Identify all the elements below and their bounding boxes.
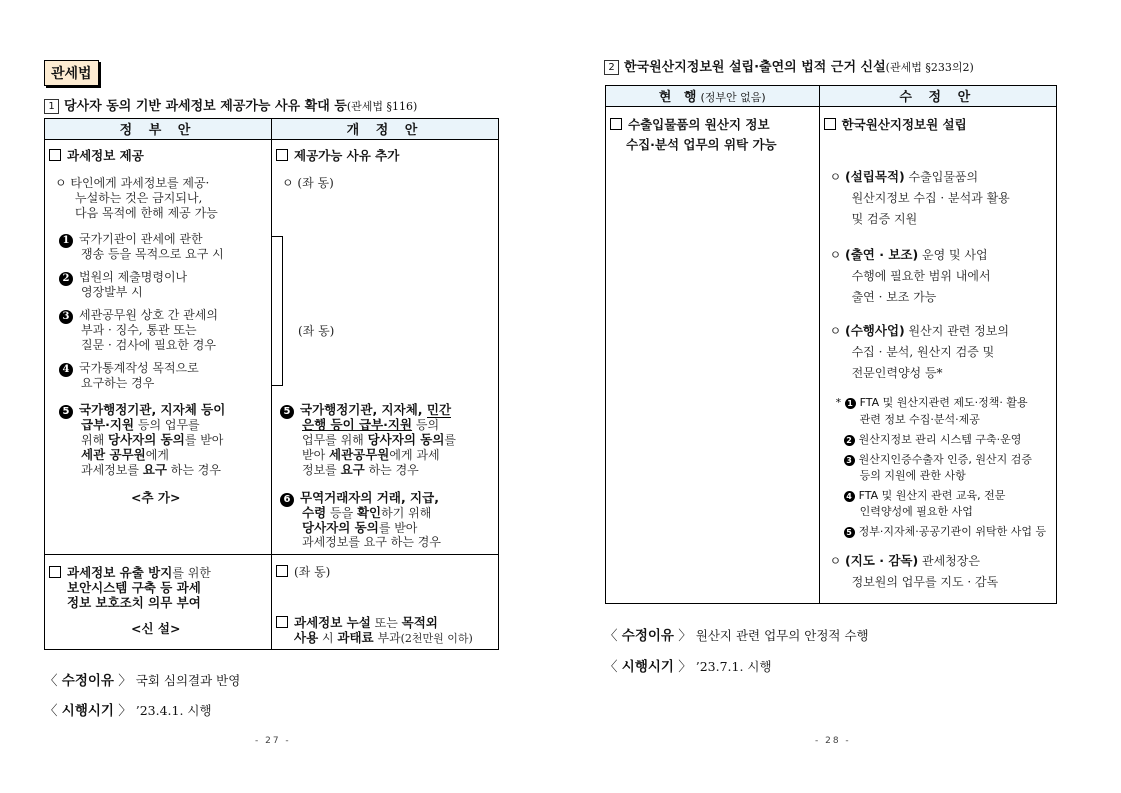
- gov-add-note: <추 가>: [131, 490, 181, 505]
- checkbox-icon: [610, 118, 622, 130]
- gov-security-line-2: 보안시스템 구축 등 과세: [67, 580, 201, 595]
- point-projects-line-2: 수집 · 분석, 원산지 검증 및: [851, 345, 995, 359]
- checkbox-icon: [49, 149, 61, 161]
- note-3-line-2: 등의 지원에 관한 사항: [859, 469, 966, 482]
- circled-number-icon: 3: [844, 455, 855, 466]
- gov-item-3-cont-2: 질문 · 검사에 필요한 경우: [81, 338, 216, 352]
- note-5: 5 정부·지자체·공공기관이 위탁한 사업 등: [844, 524, 1047, 539]
- rev-item-5-line-4: 받아 세관공무원에게 과세: [302, 447, 440, 462]
- gov-column: [45, 140, 272, 555]
- note-4: 4 FTA 및 원산지 관련 교육, 전문: [844, 488, 1006, 503]
- effective-text: ’23.4.1. 시행: [135, 703, 212, 718]
- circled-number-icon: 1: [59, 234, 73, 248]
- right-effective: [604, 655, 772, 675]
- gov-intro-3: 다음 목적에 한해 제공 가능: [75, 206, 218, 220]
- page-number: - 28 -: [815, 736, 851, 746]
- rev-item-6-line-2: 수령 등을 확인하기 위해: [302, 505, 432, 520]
- checkbox-icon: [276, 149, 288, 161]
- point-supervision-line-2: 정보원의 업무를 지도 · 감독: [851, 575, 999, 589]
- rev-column: [819, 107, 1056, 604]
- rev-title: 한국원산지정보원 설립: [824, 117, 967, 132]
- point-supervision: ㅇ (지도 · 감독) 관세청장은: [829, 553, 980, 568]
- right-heading: [604, 56, 974, 75]
- gov-item-5-line-2: 급부·지원 등의 업무를: [81, 417, 200, 432]
- heading-number: 2: [604, 60, 619, 75]
- gov-intro-1: ㅇ 타인에게 과세정보를 제공·: [55, 176, 210, 190]
- checkbox-icon: [276, 616, 288, 628]
- circled-number-icon: 5: [280, 405, 294, 419]
- circled-number-icon: 5: [844, 527, 855, 538]
- heading-number: 1: [44, 99, 59, 114]
- gov-item-2: 2 법원의 제출명령이나: [59, 270, 187, 286]
- rev-penalty-line-2: 사용 시 과태료 부과(2천만원 이하): [294, 630, 473, 645]
- circled-number-icon: 4: [59, 363, 73, 377]
- circled-number-icon: 4: [844, 491, 855, 502]
- note-3: 3 원산지인증수출자 인증, 원산지 검증: [844, 452, 1032, 467]
- point-funding-line-2: 수행에 필요한 범위 내에서: [851, 269, 991, 283]
- effective-label: 〈 시행시기 〉: [44, 703, 132, 719]
- point-projects-line-3: 전문인력양성 등*: [851, 366, 943, 380]
- circled-number-icon: 2: [844, 435, 855, 446]
- bracket-line: [272, 236, 283, 386]
- current-line-1: 수출입물품의 원산지 정보: [610, 117, 770, 132]
- point-purpose-line-3: 및 검증 지원: [851, 212, 918, 226]
- current-column: [606, 107, 820, 604]
- rev-title: 제공가능 사유 추가: [276, 148, 399, 163]
- gov-item-1: 1 국가기관이 관세에 관한: [59, 232, 203, 248]
- gov-item-5-line-5: 과세정보를 요구 하는 경우: [81, 462, 221, 477]
- gov-item-3: 3 세관공무원 상호 간 관세의: [59, 308, 218, 324]
- gov-security-line-1: 과세정보 유출 방지를 위한: [49, 565, 211, 581]
- rev-item-6: 6 무역거래자의 거래, 지급,: [280, 490, 439, 507]
- note-1-line-2: 관련 정보 수집·분석·제공: [859, 413, 980, 426]
- gov-item-5-line-3: 위해 당사자의 동의를 받아: [81, 432, 224, 447]
- reason-text: 국회 심의결과 반영: [135, 673, 241, 688]
- gov-item-5: 5 국가행정기관, 지자체 등이: [59, 402, 225, 419]
- circled-number-icon: 2: [59, 272, 73, 286]
- effective-label: 〈 시행시기 〉: [604, 659, 692, 675]
- rev-same-mid: (좌 동): [298, 324, 335, 338]
- reason-text: 원산지 관련 업무의 안정적 수행: [695, 628, 869, 643]
- point-projects: ㅇ (수행사업) 원산지 관련 정보의: [829, 323, 1009, 338]
- left-heading: [44, 95, 417, 114]
- gov-security-cell: [45, 555, 272, 650]
- gov-item-2-cont: 영장발부 시: [81, 285, 143, 299]
- rev-column: [272, 140, 499, 555]
- reason-label: 〈 수정이유 〉: [604, 628, 692, 644]
- col-header-rev: 개 정 안: [272, 119, 499, 140]
- circled-number-icon: 3: [59, 310, 73, 324]
- circled-number-icon: 1: [845, 398, 856, 409]
- rev-security-cell: [272, 555, 499, 650]
- rev-item-5-line-5: 정보를 요구 하는 경우: [302, 462, 419, 477]
- rev-item-6-line-3: 당사자의 동의를 받아: [302, 520, 418, 535]
- rev-item-5-line-3: 업무를 위해 당사자의 동의를: [302, 432, 456, 447]
- circled-number-icon: 5: [59, 405, 73, 419]
- note-2: 2 원산지정보 관리 시스템 구축·운영: [844, 432, 1022, 447]
- gov-security-line-3: 정보 보호조치 의무 부여: [67, 595, 201, 610]
- left-reason: [44, 669, 240, 689]
- point-funding: ㅇ (출연 · 보조) 운영 및 사업: [829, 247, 988, 262]
- heading-title: 당사자 동의 기반 과세정보 제공가능 사유 확대 등: [64, 99, 347, 114]
- page-number: - 27 -: [255, 736, 291, 746]
- gov-item-1-cont: 쟁송 등을 목적으로 요구 시: [81, 247, 224, 261]
- point-purpose: ㅇ (설립목적) 수출입물품의: [829, 169, 979, 184]
- note-1: * 1 FTA 및 원산지관련 제도·정책· 활용: [835, 396, 1028, 409]
- heading-ref: (관세법 §233의2): [885, 61, 974, 74]
- gov-intro-2: 누설하는 것은 금지되나,: [75, 191, 203, 205]
- effective-text: ’23.7.1. 시행: [695, 659, 772, 674]
- rev-item-5-line-2: 은행 등이 급부·지원 등의: [302, 417, 440, 432]
- rev-item-6-line-4: 과세정보를 요구 하는 경우: [302, 535, 441, 549]
- reason-label: 〈 수정이유 〉: [44, 673, 132, 689]
- gov-item-3-cont-1: 부과 · 징수, 통관 또는: [81, 323, 197, 337]
- checkbox-icon: [276, 565, 288, 577]
- heading-ref: (관세법 §116): [346, 100, 418, 113]
- gov-item-5-line-4: 세관 공무원에게: [81, 447, 169, 462]
- gov-item-4: 4 국가통계작성 목적으로: [59, 361, 199, 377]
- heading-title: 한국원산지정보원 설립·출연의 법적 근거 신설: [624, 60, 886, 75]
- point-funding-line-3: 출연 · 보조 가능: [851, 290, 937, 304]
- checkbox-icon: [824, 118, 836, 130]
- checkbox-icon: [49, 566, 61, 578]
- right-reason: [604, 624, 869, 644]
- col-header-current: 현 행(정부안 없음): [606, 86, 820, 107]
- note-4-line-2: 인력양성에 필요한 사업: [859, 505, 973, 518]
- gov-title: 과세정보 제공: [49, 148, 144, 163]
- col-header-rev: 수 정 안: [819, 86, 1056, 107]
- point-purpose-line-2: 원산지정보 수집 · 분석과 활용: [851, 191, 1010, 205]
- law-tag: 관세법: [44, 60, 99, 86]
- left-effective: [44, 699, 212, 719]
- rev-item-5: 5 국가행정기관, 지자체, 민간: [280, 402, 451, 419]
- right-comparison-table: [605, 85, 1057, 604]
- gov-new-note: <신 설>: [131, 621, 181, 636]
- circled-number-icon: 6: [280, 493, 294, 507]
- rev-same-1: ㅇ (좌 동): [282, 176, 334, 190]
- current-line-2: 수집·분석 업무의 위탁 가능: [626, 137, 777, 152]
- rev-penalty-line-1: 과세정보 누설 또는 목적외: [276, 615, 438, 631]
- col-header-gov: 정 부 안: [45, 119, 272, 140]
- gov-item-4-cont: 요구하는 경우: [81, 376, 155, 390]
- rev-same-2: (좌 동): [276, 565, 330, 580]
